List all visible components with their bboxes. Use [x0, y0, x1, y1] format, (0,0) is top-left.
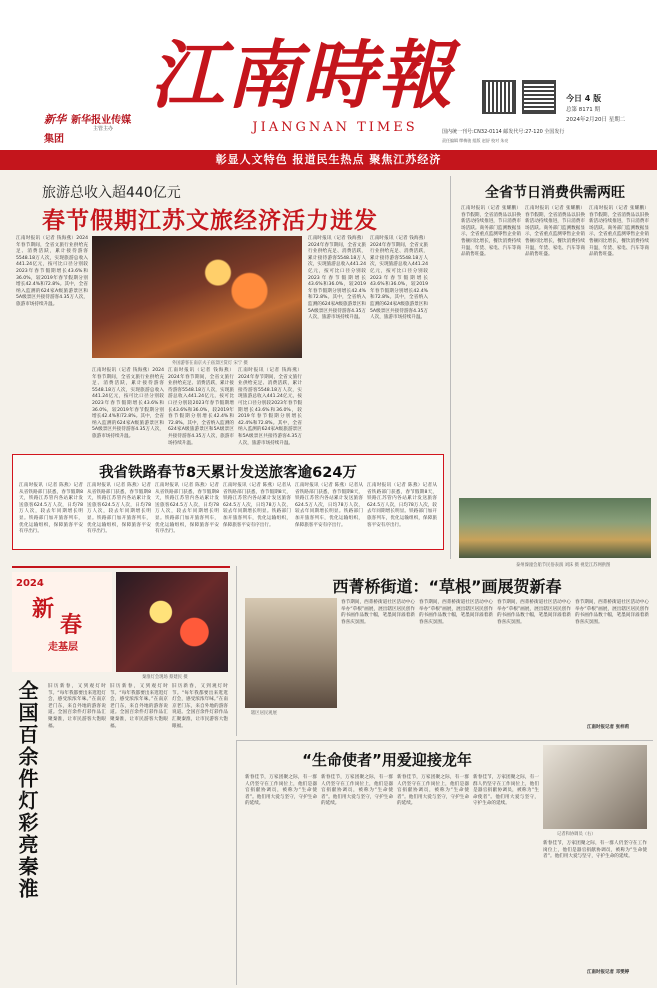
- special-section: [12, 566, 230, 984]
- issue-date: 2024年2月20日 星期二: [566, 117, 626, 123]
- west-story: [236, 566, 653, 736]
- group-name: 新华报业传媒集团: [44, 115, 132, 145]
- qr-code-icon: [522, 80, 556, 114]
- lead-kicker: 旅游总收入超440亿元: [42, 185, 181, 201]
- masthead: [0, 0, 657, 170]
- publication-info: [442, 128, 652, 135]
- right-body-col1: 江南时报讯（记者 张耀鹏）春节假期，全省消费品以旧换新活动持续推进，节日消费市场活跃。商务部门监测数据显示，全省重点监测零售企业销售额同比增长，餐饮消费持续升温，年货、家电、汽车等商品销售旺盛。: [461, 206, 521, 258]
- right-headline: 全省节日消费供需两旺: [485, 185, 625, 201]
- qr-code-icon: [482, 80, 516, 114]
- rail-body-col4: 江南时报讯（记者 陈燕）记者从省铁路部门获悉，春节假期8天，铁路江苏管内各站累计发送旅客624.5万人次，日均78万人次，较去年同期增长明显。铁路部门加开旅客列车，优化运输组织，保障旅客平安有序出行。: [223, 483, 291, 528]
- right-photo: [459, 498, 651, 558]
- mission-body-col1: 新春佳节，万家团聚之际，有一群人仍坚守在工作岗位上，他们是器官捐献协调员，被称为“生命使者”。他们用大爱与坚守，守护生命的延续。: [245, 775, 317, 807]
- mission-photo: [543, 745, 647, 829]
- special-badge: [12, 572, 112, 672]
- rail-body-col6: 江南时报讯（记者 陈燕）记者从省铁路部门获悉，春节假期8天，铁路江苏管内各站累计发送旅客624.5万人次，日均78万人次，较去年同期增长明显。铁路部门加开旅客列车，优化运输组织，保障旅客平安有序出行。: [367, 483, 437, 528]
- paper-title: 江南時報: [150, 33, 454, 119]
- mission-headline: “生命使者”用爱迎接龙年: [302, 751, 472, 769]
- mission-photo-caption: 记者和协调员（右）: [557, 832, 596, 837]
- badge-char-3: 走基层: [48, 642, 78, 653]
- xinhua-logo-icon: 新华: [44, 113, 66, 126]
- post-code: 邮发代号:27-120: [503, 129, 543, 135]
- edition-count: 今日 4 版: [566, 94, 602, 103]
- issue-total: 总第 8171 期: [566, 107, 600, 113]
- rail-body-col2: 江南时报讯（记者 陈燕）记者从省铁路部门获悉，春节假期8天，铁路江苏管内各站累计发送旅客624.5万人次，日均78万人次，较去年同期增长明显。铁路部门加开旅客列车，优化运输组织，保障旅客平安有序出行。: [87, 483, 151, 535]
- right-photo-caption: 泰州溱潼会船节民俗表演 刘沫 摄 视觉江苏网供图: [516, 563, 611, 568]
- lead-photo: [92, 236, 302, 358]
- mission-story: [236, 740, 653, 985]
- mission-body-col3: 新春佳节，万家团聚之际，有一群人仍坚守在工作岗位上，他们是器官捐献协调员，被称为“生命使者”。他们用大爱与坚守，守护生命的延续。: [397, 775, 469, 807]
- badge-char-1: 新: [32, 596, 55, 622]
- lead-body-col2: 江南时报讯（记者 钱海燕）2024年春节期间，全省文旅行业供给充足、消费活跃，累计接待游客5548.18万人次，实现旅游总收入441.24亿元，按可比口径分别较2023年春节假期增长43.6%和36.0%，较2019年春节假期分别增长42.4%和72.8%。其中，全省纳入监测的624家A级旅游景区和5A级景区共接待游客4.35万人次，旅游市场持续升温。: [92, 368, 164, 439]
- rail-headline: 我省铁路春节8天累计发送旅客逾624万: [99, 465, 357, 481]
- special-photo: [116, 572, 228, 672]
- badge-char-2: 春: [60, 612, 83, 638]
- rail-body-col5: 江南时报讯（记者 陈燕）记者从省铁路部门获悉，春节假期8天，铁路江苏管内各站累计发送旅客624.5万人次，日均78万人次，较去年同期增长明显。铁路部门加开旅客列车，优化运输组织，保障旅客平安有序出行。: [295, 483, 363, 528]
- west-headline: 西菁桥街道：“草根”画展贺新春: [332, 577, 562, 596]
- lead-body-col5: 江南时报讯（记者 钱海燕）2024年春节期间，全省文旅行业供给充足、消费活跃，累计接待游客5548.18万人次，实现旅游总收入441.24亿元，按可比口径分别较2023年春节假期增长43.6%和36.0%，较2019年春节假期分别增长42.4%和72.8%。其中，全省纳入监测的624家A级旅游景区和5A级景区共接待游客4.35万人次，旅游市场持续升温。: [308, 236, 366, 321]
- lead-photo-caption: 外国游客在南京夫子庙景区赏灯 宋宁 摄: [172, 361, 248, 366]
- mission-body-col2: 新春佳节，万家团聚之际，有一群人仍坚守在工作岗位上，他们是器官捐献协调员，被称为“生命使者”。他们用大爱与坚守，守护生命的延续。: [321, 775, 393, 807]
- rail-story: [12, 454, 444, 550]
- mission-body-col5: 新春佳节，万家团聚之际，有一群人仍坚守在工作岗位上，他们是器官捐献协调员，被称为“生命使者”。他们用大爱与坚守，守护生命的延续。: [543, 841, 647, 860]
- distribution: 全国发行: [544, 129, 565, 135]
- right-story: [450, 176, 657, 559]
- west-photo: [245, 598, 337, 708]
- lead-story: [12, 176, 430, 448]
- lead-body-col6: 江南时报讯（记者 钱海燕）2024年春节期间，全省文旅行业供给充足、消费活跃，累计接待游客5548.18万人次，实现旅游总收入441.24亿元，按可比口径分别较2023年春节假期增长43.6%和36.0%，较2019年春节假期分别增长42.4%和72.8%。其中，全省纳入监测的624家A级旅游景区和5A级景区共接待游客4.35万人次，旅游市场持续升温。: [370, 236, 428, 321]
- west-body-col2: 春节期间，西菁桥街道社区活动中心举办“草根”画展，展出辖区居民创作的书画作品数十幅，笔墨间洋溢着新春喜庆氛围。: [419, 600, 493, 625]
- lead-body-col1: 江南时报讯（记者 钱海燕）2024年春节期间，全省文旅行业供给充足、消费活跃，累计接待游客5548.18万人次，实现旅游总收入441.24亿元，按可比口径分别较2023年春节假期增长43.6%和36.0%，较2019年春节假期分别增长42.4%和72.8%。其中，全省纳入监测的624家A级旅游景区和5A级景区共接待游客4.35万人次，旅游市场持续升温。: [16, 236, 88, 307]
- right-body-col3: 江南时报讯（记者 张耀鹏）春节假期，全省消费品以旧换新活动持续推进，节日消费市场活跃。商务部门监测数据显示，全省重点监测零售企业销售额同比增长，餐饮消费持续升温，年货、家电、汽车等商品销售旺盛。: [589, 206, 649, 258]
- west-body-col1: 春节期间，西菁桥街道社区活动中心举办“草根”画展，展出辖区居民创作的书画作品数十幅，笔墨间洋溢着新春喜庆氛围。: [341, 600, 415, 625]
- special-body-col3: 旧历新春，又到观灯时节。“每年我都要出来逛逛灯会，感受浓浓年味。”在南京老门东，来自外地的游客说道。全国百余件灯彩作品汇聚秦淮，让市民游客大饱眼福。: [172, 684, 228, 729]
- west-body-col4: 春节期间，西菁桥街道社区活动中心举办“草根”画展，展出辖区居民创作的书画作品数十幅，笔墨间洋溢着新春喜庆氛围。: [575, 600, 649, 625]
- right-body-col2: 江南时报讯（记者 张耀鹏）春节假期，全省消费品以旧换新活动持续推进，节日消费市场活跃。商务部门监测数据显示，全省重点监测零售企业销售额同比增长，餐饮消费持续升温，年货、家电、汽车等商品销售旺盛。: [525, 206, 585, 258]
- slogan-bar: [0, 150, 657, 170]
- lead-body-col4: 江南时报讯（记者 钱海燕）2024年春节期间，全省文旅行业供给充足、消费活跃，累计接待游客5548.18万人次，实现旅游总收入441.24亿元，按可比口径分别较2023年春节假期增长43.6%和36.0%，较2019年春节假期分别增长42.4%和72.8%。其中，全省纳入监测的624家A级旅游景区和5A级景区共接待游客4.35万人次，旅游市场持续升温。: [238, 368, 302, 446]
- lead-headline: 春节假期江苏文旅经济活力迸发: [42, 208, 378, 234]
- special-body-col2: 旧历新春，又到观灯时节。“每年我都要出来逛逛灯会，感受浓浓年味。”在南京老门东，来自外地的游客说道。全国百余件灯彩作品汇聚秦淮，让市民游客大饱眼福。: [110, 684, 168, 729]
- cn-number: 国内统一刊号:CN32-0114: [442, 129, 502, 135]
- editors-line: 责任编辑 缪梅骏 组版 赵舒 校对 朱亮: [442, 138, 509, 143]
- rail-body-col1: 江南时报讯（记者 陈燕）记者从省铁路部门获悉，春节假期8天，铁路江苏管内各站累计发送旅客624.5万人次，日均78万人次，较去年同期增长明显。铁路部门加开旅客列车，优化运输组织，保障旅客平安有序出行。: [19, 483, 83, 535]
- west-body-col3: 春节期间，西菁桥街道社区活动中心举办“草根”画展，展出辖区居民创作的书画作品数十幅，笔墨间洋溢着新春喜庆氛围。: [497, 600, 571, 625]
- special-vertical-headline: 全国百余件灯彩亮秦淮: [15, 680, 39, 900]
- lead-body-col3: 江南时报讯（记者 钱海燕）2024年春节期间，全省文旅行业供给充足、消费活跃，累计接待游客5548.18万人次，实现旅游总收入441.24亿元，按可比口径分别较2023年春节假期增长43.6%和36.0%，较2019年春节假期分别增长42.4%和72.8%。其中，全省纳入监测的624家A级旅游景区和5A级景区共接待游客4.35万人次，旅游市场持续升温。: [168, 368, 234, 446]
- badge-year: 2024: [16, 578, 44, 589]
- rail-body-col3: 江南时报讯（记者 陈燕）记者从省铁路部门获悉，春节假期8天，铁路江苏管内各站累计发送旅客624.5万人次，日均78万人次，较去年同期增长明显。铁路部门加开旅客列车，优化运输组织，保障旅客平安有序出行。: [155, 483, 219, 535]
- paper-pinyin: JIANGNAN TIMES: [252, 120, 418, 135]
- special-photo-caption: 秦淮灯会现场 蔡建民 摄: [142, 675, 188, 680]
- mission-body-col4: 新春佳节，万家团聚之际，有一群人仍坚守在工作岗位上，他们是器官捐献协调员，被称为“生命使者”。他们用大爱与坚守，守护生命的延续。: [473, 775, 539, 807]
- slogan-text: 彰显人文特色 报道民生热点 聚焦江苏经济: [215, 153, 442, 166]
- west-photo-caption: 辖区居民观展: [251, 711, 277, 716]
- special-body-col1: 旧历新春，又到观灯时节。“每年我都要出来逛逛灯会，感受浓浓年味。”在南京老门东，来自外地的游客说道。全国百余件灯彩作品汇聚秦淮，让市民游客大饱眼福。: [48, 684, 106, 729]
- mission-byline: 江南时报记者 邓雯婷: [587, 970, 630, 975]
- group-sub: 主管主办: [93, 126, 114, 132]
- west-byline: 江南时报记者 张梓莉: [587, 725, 630, 730]
